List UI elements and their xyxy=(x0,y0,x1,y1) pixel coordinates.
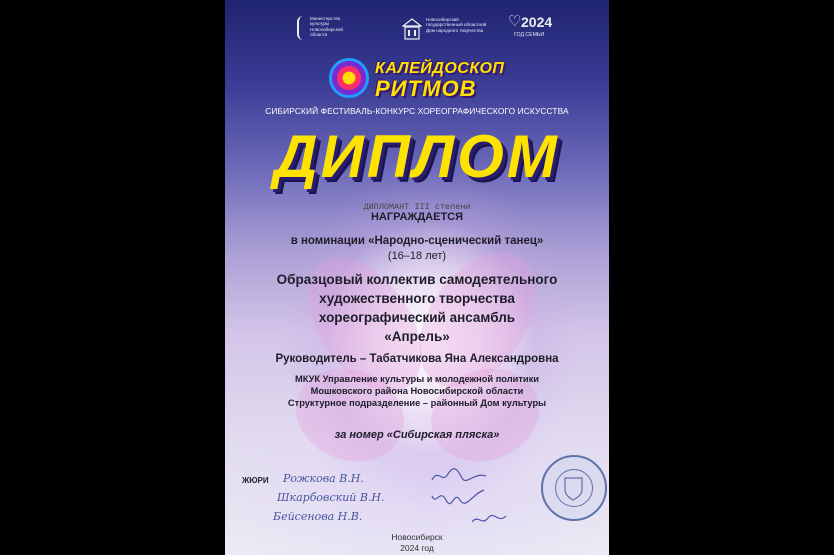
footer-city: Новосибирск xyxy=(391,532,443,542)
coat-of-arms-icon xyxy=(555,469,593,507)
collective-line-3: хореографический ансамбль xyxy=(318,310,516,325)
festival-brand-line1: КАЛЕЙДОСКОП xyxy=(375,60,505,77)
festival-subtitle: СИБИРСКИЙ ФЕСТИВАЛЬ-КОНКУРС ХОРЕОГРАФИЧЕСКОГО ИСКУССТВА xyxy=(265,106,569,116)
year-brand: 2024 xyxy=(521,14,553,30)
award-degree: ДИПЛОМАНТ III степени xyxy=(363,202,471,212)
official-stamp xyxy=(541,455,607,521)
leader: Руководитель – Табатчикова Яна Александровна xyxy=(275,353,559,365)
organization-line-2: Мошковского района Новосибирской области xyxy=(310,386,524,396)
collective-line-1: Образцовый коллектив самодеятельного xyxy=(276,272,558,287)
collective-line-2: художественного творчества xyxy=(319,291,515,306)
culture-house-text: Новосибирский государственный областной Дом народного творчества xyxy=(426,17,487,33)
jury-label: ЖЮРИ xyxy=(242,476,269,485)
diploma xyxy=(225,0,609,555)
signature xyxy=(430,486,490,513)
ministry-logo-icon xyxy=(297,16,307,40)
jury-member-3: Бейсенова Н.В. xyxy=(273,510,363,523)
festival-swirl-icon xyxy=(329,58,369,98)
festival-brand-line2: РИТМОВ xyxy=(375,76,477,101)
performance-title: за номер «Сибирская пляска» xyxy=(334,429,500,441)
jury-member-2: Шкарбовский В.Н. xyxy=(277,491,385,504)
page-title: ДИПЛОМ xyxy=(274,123,560,190)
jury-member-1: Рожкова В.Н. xyxy=(283,472,364,485)
heart-icon: ♡ xyxy=(508,13,522,30)
logos-row xyxy=(225,14,609,46)
footer-year: 2024 год xyxy=(400,543,434,553)
signature xyxy=(470,510,510,533)
collective-line-4: «Апрель» xyxy=(384,329,450,344)
organization-line-1: МКУК Управление культуры и молодежной политики xyxy=(294,374,540,384)
organization-line-3: Структурное подразделение – районный Дом культуры xyxy=(287,398,547,408)
ministry-logo-text: Министерство культуры Новосибирской области xyxy=(310,16,343,38)
nomination: в номинации «Народно-сценический танец» xyxy=(290,235,544,247)
culture-house-icon xyxy=(402,18,422,40)
awarded-label: НАГРАЖДАЕТСЯ xyxy=(370,211,464,223)
age-group: (16–18 лет) xyxy=(387,250,447,262)
year-caption: ГОД СЕМЬИ xyxy=(514,32,545,38)
